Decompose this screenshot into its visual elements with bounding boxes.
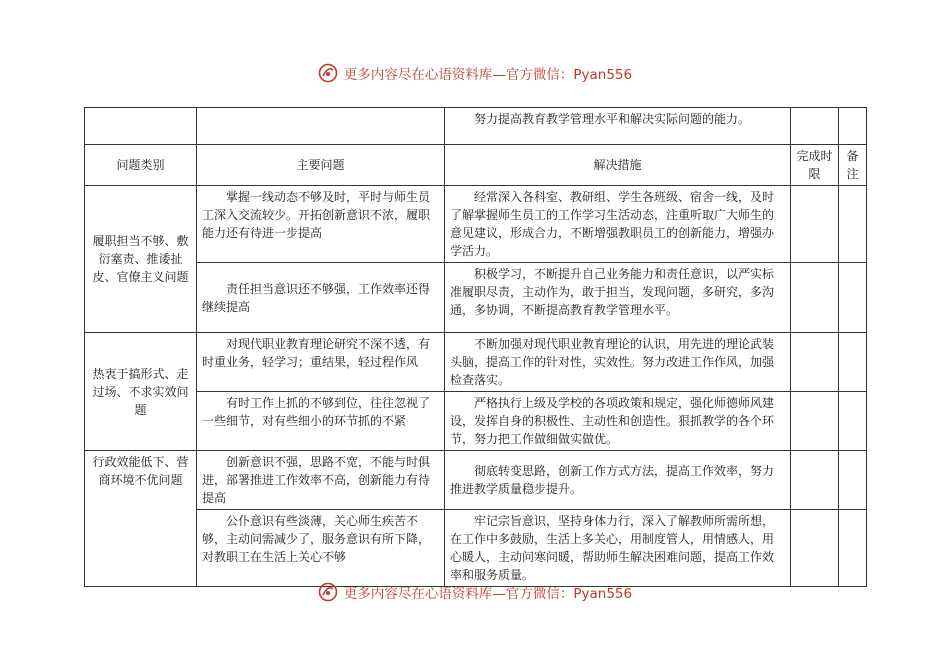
watermark-top: [0, 60, 950, 86]
category-cell: 行政效能低下、营商环境不优问题: [85, 451, 197, 587]
deadline-cell: [791, 333, 839, 392]
empty-cell: [839, 108, 867, 145]
table-row: [85, 510, 867, 587]
remark-cell: [839, 263, 867, 333]
category-cell: 履职担当不够、敷衍塞责、推诿扯皮、官僚主义问题: [85, 186, 197, 333]
logo-icon: [318, 63, 338, 83]
logo-icon: [318, 582, 338, 602]
header-category: 问题类别: [85, 145, 197, 186]
problem-cell: 有时工作上抓的不够到位，往往忽视了一些细节，对有些细小的环节抓的不紧: [197, 392, 445, 451]
table-header-row: [85, 145, 867, 186]
remark-cell: [839, 510, 867, 587]
empty-cell: [197, 108, 445, 145]
problem-cell: 对现代职业教育理论研究不深不透，有时重业务，轻学习；重结果，轻过程作风: [197, 333, 445, 392]
table-row: [85, 263, 867, 333]
deadline-cell: [791, 263, 839, 333]
header-remark: 备注: [839, 145, 867, 186]
deadline-cell: [791, 510, 839, 587]
header-problem: 主要问题: [197, 145, 445, 186]
problem-cell: 掌握一线动态不够及时，平时与师生员工深入交流较少。开拓创新意识不浓，履职能力还有待进一步提高: [197, 186, 445, 263]
empty-cell: [85, 108, 197, 145]
table-row: [85, 451, 867, 510]
rectification-table: [84, 107, 867, 587]
measure-cell: 不断加强对现代职业教育理论的认识，用先进的理论武装头脑，提高工作的针对性，实效性。努力改进工作作风，加强检查落实。: [445, 333, 791, 392]
deadline-cell: [791, 186, 839, 263]
problem-cell: 公仆意识有些淡薄，关心师生疾苦不够，主动问需减少了，服务意识有所下降，对教职工在生活上关心不够: [197, 510, 445, 587]
header-measure: 解决措施: [445, 145, 791, 186]
deadline-cell: [791, 451, 839, 510]
remark-cell: [839, 451, 867, 510]
watermark-text: 更多内容尽在心语资料库—官方微信：Pyan556: [343, 586, 633, 602]
remark-cell: [839, 333, 867, 392]
measure-cell: 彻底转变思路，创新工作方式方法，提高工作效率，努力推进教学质量稳步提升。: [445, 451, 791, 510]
problem-cell: 责任担当意识还不够强，工作效率还得继续提高: [197, 263, 445, 333]
table-row: [85, 186, 867, 263]
empty-cell: [791, 108, 839, 145]
table-row-continued: [85, 108, 867, 145]
measure-cell: 牢记宗旨意识，坚持身体力行，深入了解教师所需所想，在工作中多鼓励，生活上多关心，用制度管人，用情感人，用心暖人，主动问寒问暖，帮助师生解决困难问题，提高工作效率和服务质量。: [445, 510, 791, 587]
measure-cell: 严格执行上级及学校的各项政策和规定，强化师德师风建设，发挥自身的积极性、主动性和创造性。狠抓教学的各个环节，努力把工作做细做实做优。: [445, 392, 791, 451]
measure-cell: 经常深入各科室、教研组、学生各班级、宿舍一线，及时了解掌握师生员工的工作学习生活动态，注重听取广大师生的意见建议，形成合力，不断增强教职员工的创新能力，增强办学活力。: [445, 186, 791, 263]
remark-cell: [839, 186, 867, 263]
measure-cell: 积极学习，不断提升自己业务能力和责任意识，以严实标准履职尽责，主动作为，敢于担当，发现问题，多研究，多沟通，多协调，不断提高教育教学管理水平。: [445, 263, 791, 333]
table-row: [85, 392, 867, 451]
deadline-cell: [791, 392, 839, 451]
watermark-text: 更多内容尽在心语资料库—官方微信：Pyan556: [343, 67, 633, 83]
continued-measure-cell: 努力提高教育教学管理水平和解决实际问题的能力。: [445, 108, 791, 145]
problem-cell: 创新意识不强，思路不宽，不能与时俱进，部署推进工作效率不高，创新能力有待提高: [197, 451, 445, 510]
header-deadline: 完成时限: [791, 145, 839, 186]
category-cell: 热衷于搞形式、走过场、不求实效问题: [85, 333, 197, 451]
remark-cell: [839, 392, 867, 451]
table-row: [85, 333, 867, 392]
watermark-bottom: [0, 579, 950, 605]
